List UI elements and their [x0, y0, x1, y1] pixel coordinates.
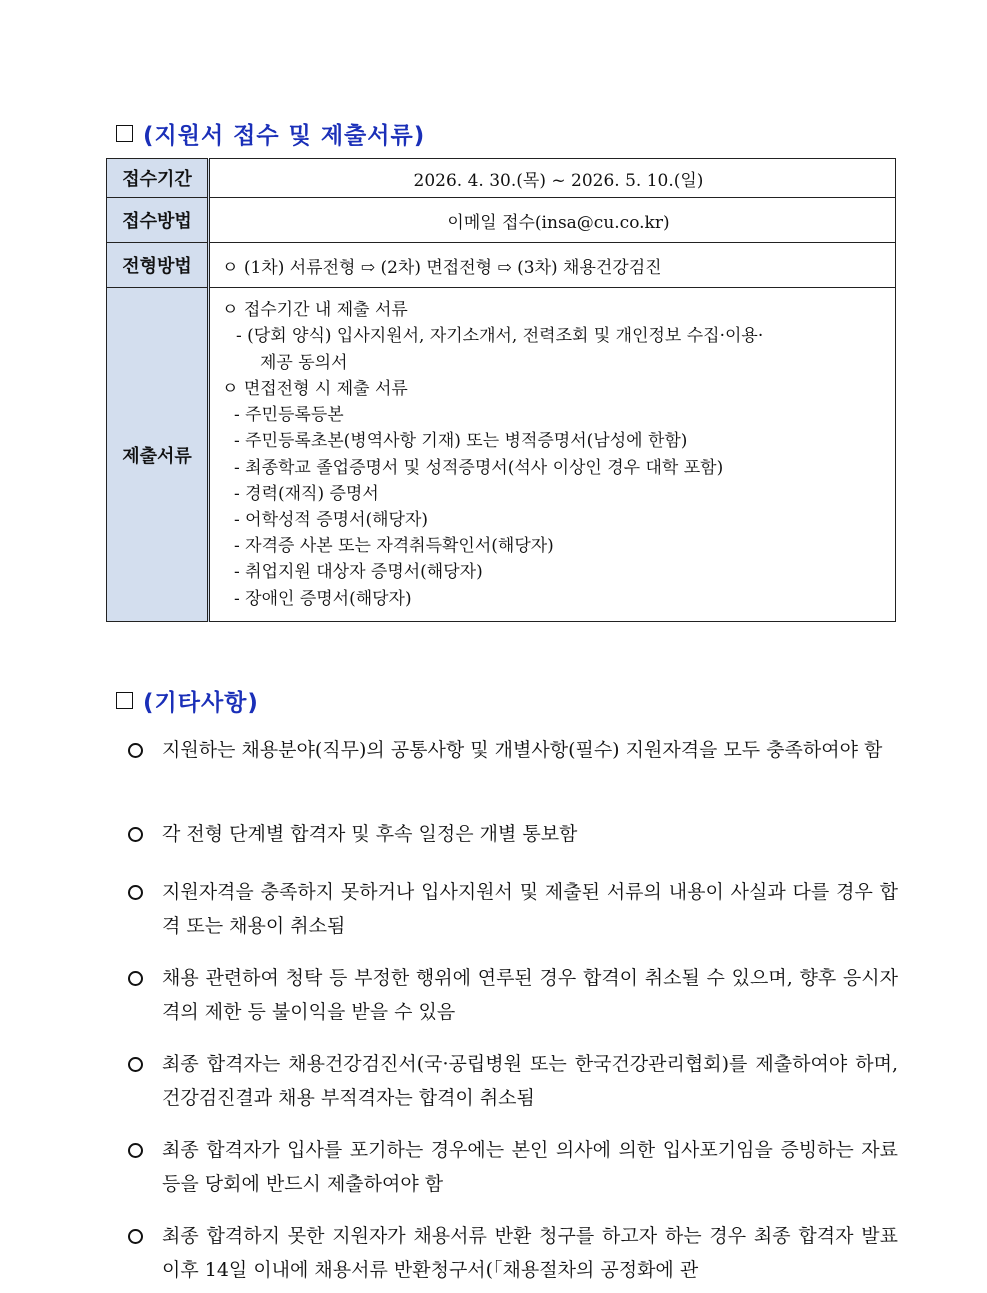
list-item: - 최종학교 졸업증명서 및 성적증명서(석사 이상인 경우 대학 포함)	[234, 457, 724, 478]
circle-bullet-icon	[128, 1143, 143, 1158]
note-text: 지원자격을 충족하지 못하거나 입사지원서 및 제출된 서류의 내용이 사실과 다를 경우 합격 또는 채용이 취소됨	[162, 881, 898, 937]
row-label: 제출서류	[107, 288, 209, 622]
section-title-text: (기타사항)	[143, 690, 259, 716]
list-item: - 주민등록초본(병역사항 기재) 또는 병적증명서(남성에 한함)	[234, 431, 688, 452]
method-value: 이메일 접수(insa@cu.co.kr)	[209, 198, 896, 243]
list-item: - 취업지원 대상자 증명서(해당자)	[234, 562, 483, 583]
application-table	[106, 158, 896, 622]
circle-bullet-icon	[128, 827, 143, 842]
section-title-other	[116, 684, 259, 717]
note-text: 최종 합격하지 못한 지원자가 채용서류 반환 청구를 하고자 하는 경우 최종 합격자 발표 이후 14일 이내에 채용서류 반환청구서(「채용절차의 공정화에 관	[162, 1225, 898, 1281]
list-item	[128, 1047, 898, 1115]
docs-heading: ㅇ 면접전형 시 제출 서류	[222, 378, 408, 399]
table-row	[107, 198, 896, 243]
list-item: - (당회 양식) 입사지원서, 자기소개서, 전력조회 및 개인정보 수집·이용·	[236, 326, 764, 347]
list-item	[128, 817, 898, 851]
circle-bullet-icon	[128, 743, 143, 758]
list-item	[128, 733, 898, 767]
table-row	[107, 159, 896, 198]
note-text: 채용 관련하여 청탁 등 부정한 행위에 연루된 경우 합격이 취소될 수 있으며, 향후 응시자격의 제한 등 불이익을 받을 수 있음	[162, 967, 898, 1023]
docs-heading: ㅇ 접수기간 내 제출 서류	[222, 300, 408, 321]
note-text: 지원하는 채용분야(직무)의 공통사항 및 개별사항(필수) 지원자격을 모두 충족하여야 함	[162, 739, 883, 761]
documents-list	[209, 288, 896, 622]
list-item: 제공 동의서	[260, 352, 348, 373]
checkbox-square-icon	[116, 692, 133, 709]
period-value: 2026. 4. 30.(목) ~ 2026. 5. 10.(일)	[209, 159, 896, 198]
list-item	[128, 1133, 898, 1201]
list-item: - 장애인 증명서(해당자)	[234, 588, 412, 609]
list-item	[128, 1219, 898, 1287]
list-item: - 경력(재직) 증명서	[234, 483, 379, 504]
process-value: ㅇ (1차) 서류전형 ⇨ (2차) 면접전형 ⇨ (3차) 채용건강검진	[209, 243, 896, 288]
section-title-text: (지원서 접수 및 제출서류)	[143, 123, 426, 149]
list-item	[128, 875, 898, 943]
list-item: - 자격증 사본 또는 자격취득확인서(해당자)	[234, 536, 554, 557]
note-text: 최종 합격자는 채용건강검진서(국·공립병원 또는 한국건강관리협회)를 제출하여야 하며, 건강검진결과 채용 부적격자는 합격이 취소됨	[162, 1053, 898, 1109]
circle-bullet-icon	[128, 885, 143, 900]
circle-bullet-icon	[128, 971, 143, 986]
row-label: 전형방법	[107, 243, 209, 288]
checkbox-square-icon	[116, 125, 133, 142]
circle-bullet-icon	[128, 1229, 143, 1244]
table-row	[107, 288, 896, 622]
circle-bullet-icon	[128, 1057, 143, 1072]
list-item	[128, 961, 898, 1029]
row-label: 접수기간	[107, 159, 209, 198]
note-text: 각 전형 단계별 합격자 및 후속 일정은 개별 통보함	[162, 823, 578, 845]
table-row	[107, 243, 896, 288]
list-item: - 주민등록등본	[234, 405, 344, 426]
section-title-application	[116, 117, 425, 150]
list-item: - 어학성적 증명서(해당자)	[234, 509, 429, 530]
note-text: 최종 합격자가 입사를 포기하는 경우에는 본인 의사에 의한 입사포기임을 증빙하는 자료 등을 당회에 반드시 제출하여야 함	[162, 1139, 898, 1195]
row-label: 접수방법	[107, 198, 209, 243]
